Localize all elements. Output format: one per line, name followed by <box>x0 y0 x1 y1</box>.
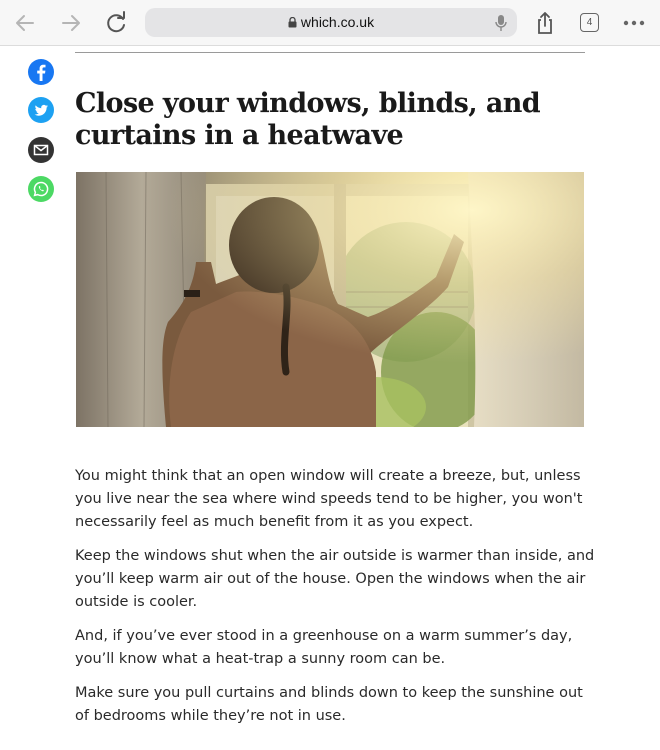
url-text: which.co.uk <box>300 14 375 30</box>
top-divider <box>75 52 585 53</box>
paragraph: Keep the windows shut when the air outside is warmer than inside, and you’ll keep warm air out of the house. Open the windows when the air outside is cooler. <box>75 548 595 610</box>
paragraph: And, if you’ve ever stood in a greenhouse on a warm summer’s day, you’ll know what a heat-trap a sunny room can be. <box>75 628 573 667</box>
more-icon[interactable] <box>621 10 647 36</box>
share-icon[interactable] <box>532 10 558 36</box>
back-arrow-icon[interactable] <box>13 10 39 36</box>
paragraph: Make sure you pull curtains and blinds down to keep the sunshine out of bedrooms while they’re not in use. <box>75 685 583 724</box>
paragraph: You might think that an open window will create a breeze, but, unless you live near the sea where wind speeds tend to be higher, you won't necessarily feel as much benefit from it as you expect. <box>75 468 583 530</box>
browser-toolbar <box>0 0 660 46</box>
lock-icon <box>288 15 297 31</box>
reload-icon[interactable] <box>103 10 129 36</box>
facebook-share-icon[interactable] <box>28 59 54 85</box>
tabs-icon[interactable]: 4 <box>580 13 599 32</box>
article-body <box>75 465 595 739</box>
address-bar[interactable] <box>145 8 517 37</box>
article-hero-image <box>76 172 584 427</box>
forward-arrow-icon[interactable] <box>57 10 83 36</box>
article-headline: Close your windows, blinds, and curtains in a heatwave <box>75 88 541 151</box>
email-share-icon[interactable] <box>28 137 54 163</box>
microphone-icon[interactable] <box>495 14 507 32</box>
whatsapp-share-icon[interactable] <box>28 176 54 202</box>
twitter-share-icon[interactable] <box>28 97 54 123</box>
